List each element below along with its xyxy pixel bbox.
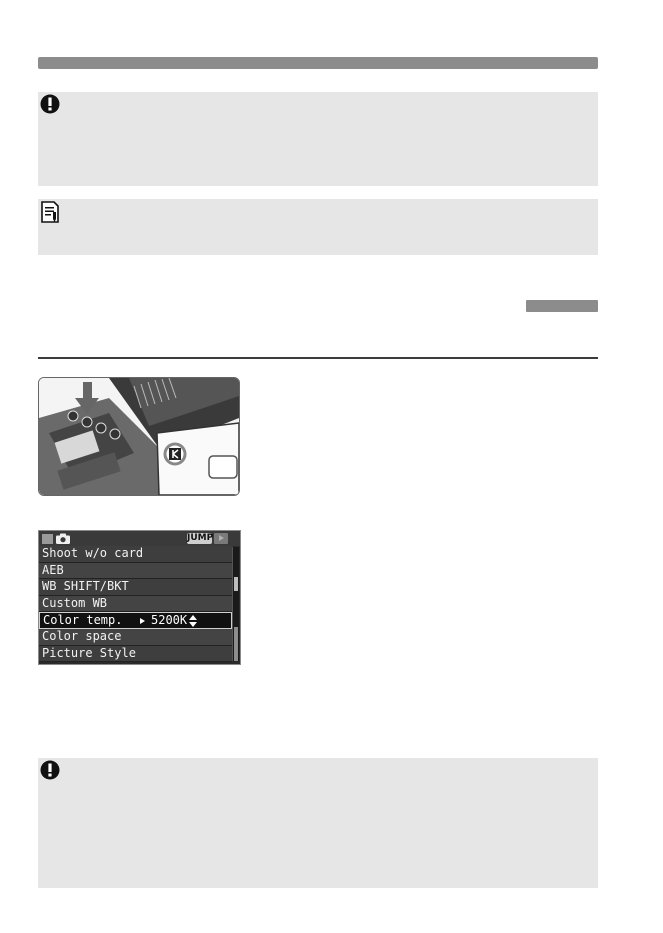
color-temp-value-selector[interactable] [140,613,229,628]
scrollbar-thumb[interactable] [234,627,238,661]
camera-body-drawing [39,378,239,495]
pointer-arrow-icon [140,618,145,624]
camera-top-illustration [38,377,240,496]
menu-item-aeb[interactable]: AEB [39,563,232,580]
menu-scrollbar[interactable] [232,547,239,661]
note-box [38,199,598,255]
caution-icon [40,94,60,114]
menu-item-picture-style[interactable]: Picture Style [39,646,232,663]
menu-item-shoot-without-card[interactable]: Shoot w/o card [39,546,232,563]
color-temp-value: 5200K [151,613,188,628]
section-header-bar [38,57,598,69]
menu-tab-bar [39,531,240,546]
scrollbar-marker [234,577,238,591]
caution-box-bottom [38,758,598,888]
section-tag-bar [526,300,598,312]
note-icon [41,201,59,223]
up-down-arrows-icon [189,615,198,627]
caution-icon [40,760,60,780]
menu-item-color-space[interactable]: Color space [39,629,232,646]
menu-list [39,546,232,662]
caution-box-top [38,92,598,186]
menu-item-color-temp[interactable]: Color temp. 5200K [39,612,232,629]
camera-lcd-menu [38,530,241,665]
section-divider [38,357,598,359]
menu-tab-square[interactable] [42,534,53,544]
menu-item-custom-wb[interactable]: Custom WB [39,596,232,613]
play-icon [219,535,224,541]
camera-icon[interactable] [56,533,70,544]
menu-item-wb-shift-bkt[interactable]: WB SHIFT/BKT [39,579,232,596]
jump-button[interactable]: JUMP [187,533,214,543]
